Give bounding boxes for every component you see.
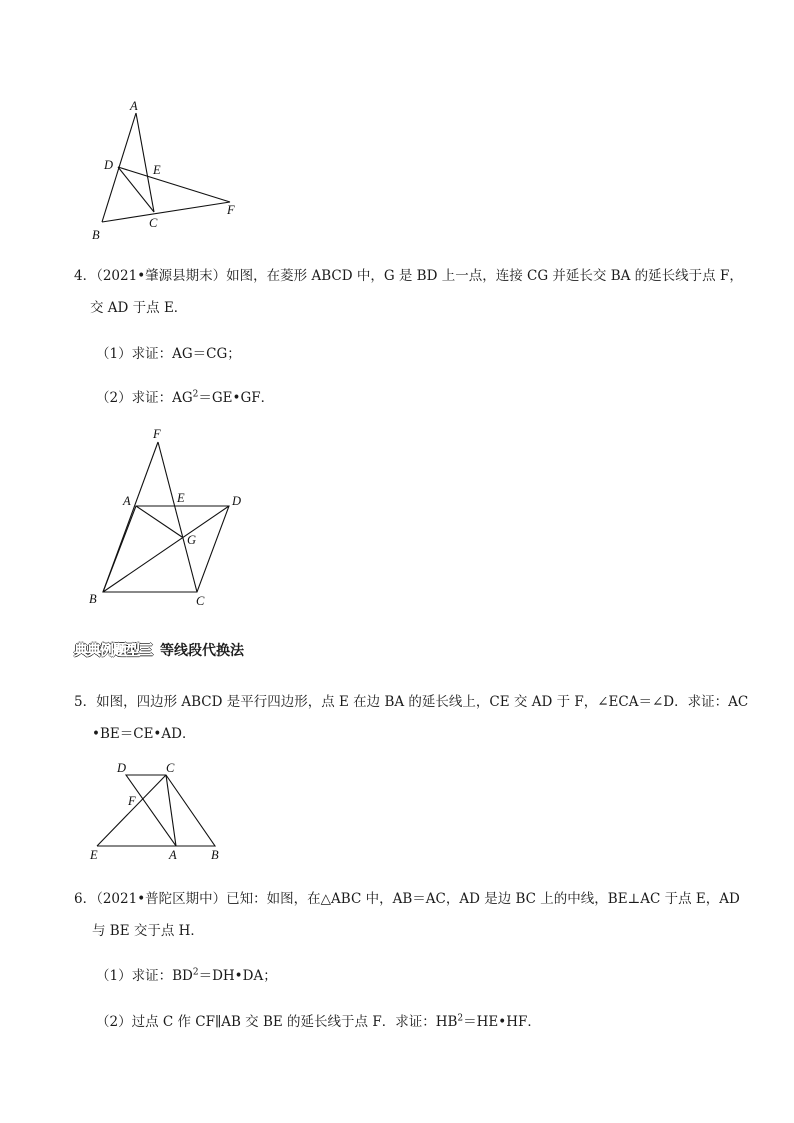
- q6-part1-prefix: （1）求证：BD: [96, 968, 193, 984]
- segment-fc: [158, 442, 197, 592]
- q6-part2-sup: 2: [457, 1013, 464, 1024]
- section-heading: [74, 640, 244, 660]
- figure-triangle-adef: [80, 95, 250, 245]
- label-f: F: [128, 794, 136, 808]
- segment-ac: [136, 113, 154, 212]
- figure-rhombus-abcd-svg: [86, 425, 256, 610]
- q4-part2-suffix: ＝GE•GF．: [198, 390, 275, 406]
- section-title: 等线段代换法: [160, 643, 244, 659]
- q6-part2: [96, 1010, 541, 1030]
- segment-bf: [102, 202, 230, 222]
- label-d: D: [117, 761, 127, 775]
- segment-ec: [97, 775, 166, 846]
- q4-part1: （1）求证：AG＝CG；: [96, 346, 241, 362]
- label-f: F: [227, 203, 235, 217]
- label-b: B: [211, 848, 219, 862]
- label-a: A: [169, 848, 177, 862]
- segment-dc: [118, 167, 154, 212]
- q6-part1-suffix: ＝DH•DA；: [198, 968, 277, 984]
- q4-part2: [96, 386, 274, 406]
- label-f: F: [153, 427, 161, 441]
- q4-text-line2: 交 AD 于点 E．: [90, 300, 188, 316]
- label-d: D: [232, 494, 242, 508]
- figure-rhombus-abcd: [86, 425, 256, 610]
- figure-triangle-adef-svg: [80, 95, 250, 245]
- section-tag: 典典例题型三: [74, 643, 152, 659]
- diagonal-bd: [103, 506, 229, 592]
- segment-df: [118, 167, 230, 202]
- label-a: A: [130, 99, 138, 113]
- label-c: C: [149, 216, 158, 230]
- q4-part2-prefix: （2）求证：AG: [96, 390, 193, 406]
- label-c: C: [196, 594, 205, 608]
- q6-part1: [96, 964, 277, 984]
- segment-ca: [166, 775, 176, 846]
- label-e: E: [153, 163, 161, 177]
- q6-part1-sup: 2: [192, 967, 199, 978]
- q6-text-line1: 6．（2021•普陀区期中）已知：如图，在△ABC 中，AB＝AC，AD 是边 BC 上的中线，BE⊥AC 于点 E，AD: [74, 891, 740, 907]
- q5-text-line1: 5．如图，四边形 ABCD 是平行四边形，点 E 在边 BA 的延长线上，CE 交 AD 于 F，∠ECA＝∠D．求证：AC: [74, 694, 749, 710]
- q4-text-line1: 4．（2021•肇源县期末）如图，在菱形 ABCD 中，G 是 BD 上一点，连接 CG 并延长交 BA 的延长线于点 F，: [74, 268, 743, 284]
- label-e: E: [90, 848, 98, 862]
- q6-part2-suffix: ＝HE•HF．: [463, 1014, 541, 1030]
- figure-parallelogram-abcd: [86, 760, 236, 865]
- label-d: D: [104, 158, 114, 172]
- label-c: C: [166, 761, 175, 775]
- segment-ag: [136, 506, 182, 537]
- q5-text-line2: •BE＝CE•AD．: [92, 726, 196, 742]
- label-a: A: [123, 494, 131, 508]
- q6-text-line2: 与 BE 交于点 H．: [92, 923, 204, 939]
- q4-part2-sup: 2: [192, 389, 199, 400]
- figure-parallelogram-abcd-svg: [86, 760, 236, 865]
- segment-fb: [103, 442, 158, 592]
- label-e: E: [177, 491, 185, 505]
- label-g: G: [187, 533, 197, 547]
- q6-part2-prefix: （2）过点 C 作 CF∥AB 交 BE 的延长线于点 F．求证：HB: [96, 1014, 458, 1030]
- label-b: B: [89, 592, 97, 606]
- label-b: B: [92, 228, 100, 242]
